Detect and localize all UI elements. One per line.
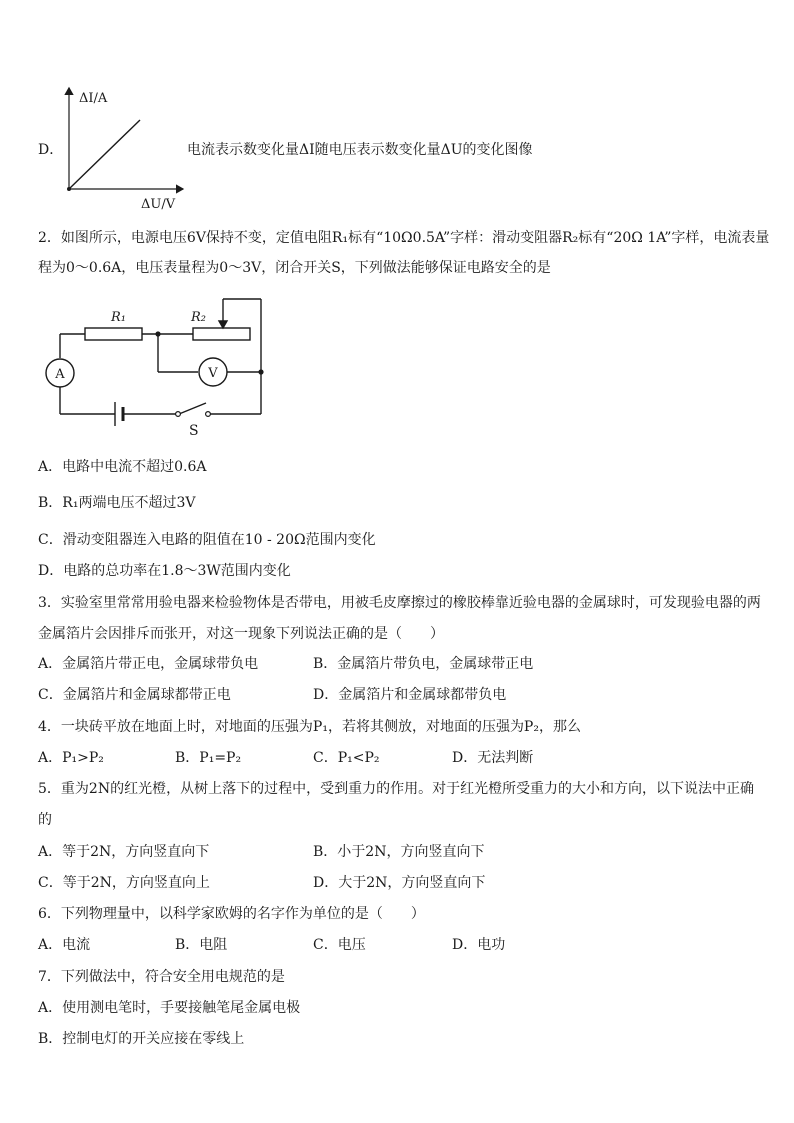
q1-option-d-caption: 电流表示数变化量ΔI随电压表示数变化量ΔU的变化图像	[187, 142, 533, 158]
q7-option-a: A．使用测电笔时，手要接触笔尾金属电极	[38, 1000, 301, 1016]
q4-option-b: B．P₁=P₂	[175, 750, 242, 766]
q4-options-row	[38, 749, 758, 767]
q3-option-a: A．金属箔片带正电，金属球带负电	[38, 656, 259, 672]
q7-option-b: B．控制电灯的开关应接在零线上	[38, 1031, 245, 1047]
q2-option-b: B．R₁两端电压不超过3V	[38, 495, 196, 511]
q2-ammeter-label: A	[55, 367, 65, 382]
q5-option-d: D．大于2N，方向竖直向下	[313, 875, 486, 891]
q2-r1-label: R₁	[111, 310, 126, 325]
q3-stem-line2: 金属箔片会因排斥而张开，对这一现象下列说法正确的是（ ）	[38, 626, 444, 642]
q5-options-row1	[38, 843, 758, 861]
q2-option-a: A．电路中电流不超过0.6A	[38, 459, 207, 475]
q1-graph-x-label: ΔU/V	[141, 197, 176, 212]
q6-option-b: B．电阻	[175, 937, 228, 953]
q6-option-a: A．电流	[38, 937, 91, 953]
q7-stem: 7．下列做法中，符合安全用电规范的是	[38, 969, 285, 985]
q3-option-b: B．金属箔片带负电，金属球带正电	[313, 656, 534, 672]
q5-option-c: C．等于2N，方向竖直向上	[38, 875, 210, 891]
q4-option-c: C．P₁<P₂	[313, 750, 380, 766]
q2-stem-line2: 程为0～0.6A，电压表量程为0～3V，闭合开关S，下列做法能够保证电路安全的是	[38, 260, 551, 276]
q3-stem-line1: 3．实验室里常常用验电器来检验物体是否带电，用被毛皮摩擦过的橡胶棒靠近验电器的金属球时，可发现验电器的两	[38, 595, 761, 611]
q2-stem-line1: 2．如图所示，电源电压6V保持不变，定值电阻R₁标有“10Ω0.5A”字样：滑动变阻器R₂标有“20Ω 1A”字样，电流表量	[38, 230, 770, 246]
q4-stem: 4．一块砖平放在地面上时，对地面的压强为P₁，若将其侧放，对地面的压强为P₂，那么	[38, 719, 581, 735]
q5-option-a: A．等于2N，方向竖直向下	[38, 844, 210, 860]
q2-switch-label: S	[189, 423, 199, 439]
q1-graph	[55, 82, 190, 212]
q2-option-c: C．滑动变阻器连入电路的阻值在10 - 20Ω范围内变化	[38, 532, 376, 548]
q2-r2-rheostat	[193, 328, 250, 340]
q2-option-d: D．电路的总功率在1.8～3W范围内变化	[38, 563, 291, 579]
q5-stem-line1: 5．重为2N的红光橙，从树上落下的过程中，受到重力的作用。对于红光橙所受重力的大小和方向，以下说法中正确	[38, 781, 755, 797]
q1-graph-origin	[67, 187, 71, 191]
q3-option-c: C．金属箔片和金属球都带正电	[38, 687, 231, 703]
q5-stem-line2: 的	[38, 812, 52, 828]
q6-option-d: D．电功	[452, 937, 506, 953]
q3-options-row2	[38, 686, 758, 704]
q6-options-row	[38, 936, 758, 954]
q6-stem: 6．下列物理量中，以科学家欧姆的名字作为单位的是（ ）	[38, 906, 425, 922]
q2-r2-label: R₂	[191, 310, 206, 325]
q2-voltmeter-label: V	[208, 366, 218, 381]
q1-option-d-letter: D．	[38, 142, 64, 158]
q6-option-c: C．电压	[313, 937, 366, 953]
q4-option-a: A．P₁>P₂	[38, 750, 104, 766]
q2-circuit-diagram	[38, 295, 278, 440]
q4-option-d: D．无法判断	[452, 750, 534, 766]
q5-options-row2	[38, 874, 758, 892]
q5-option-b: B．小于2N，方向竖直向下	[313, 844, 485, 860]
q1-graph-line	[69, 120, 140, 189]
q1-graph-y-label: ΔI/A	[79, 91, 108, 106]
q2-r1-resistor	[85, 328, 142, 340]
q3-options-row1	[38, 655, 758, 673]
q3-option-d: D．金属箔片和金属球都带负电	[313, 687, 507, 703]
q2-switch-blade	[179, 403, 206, 414]
